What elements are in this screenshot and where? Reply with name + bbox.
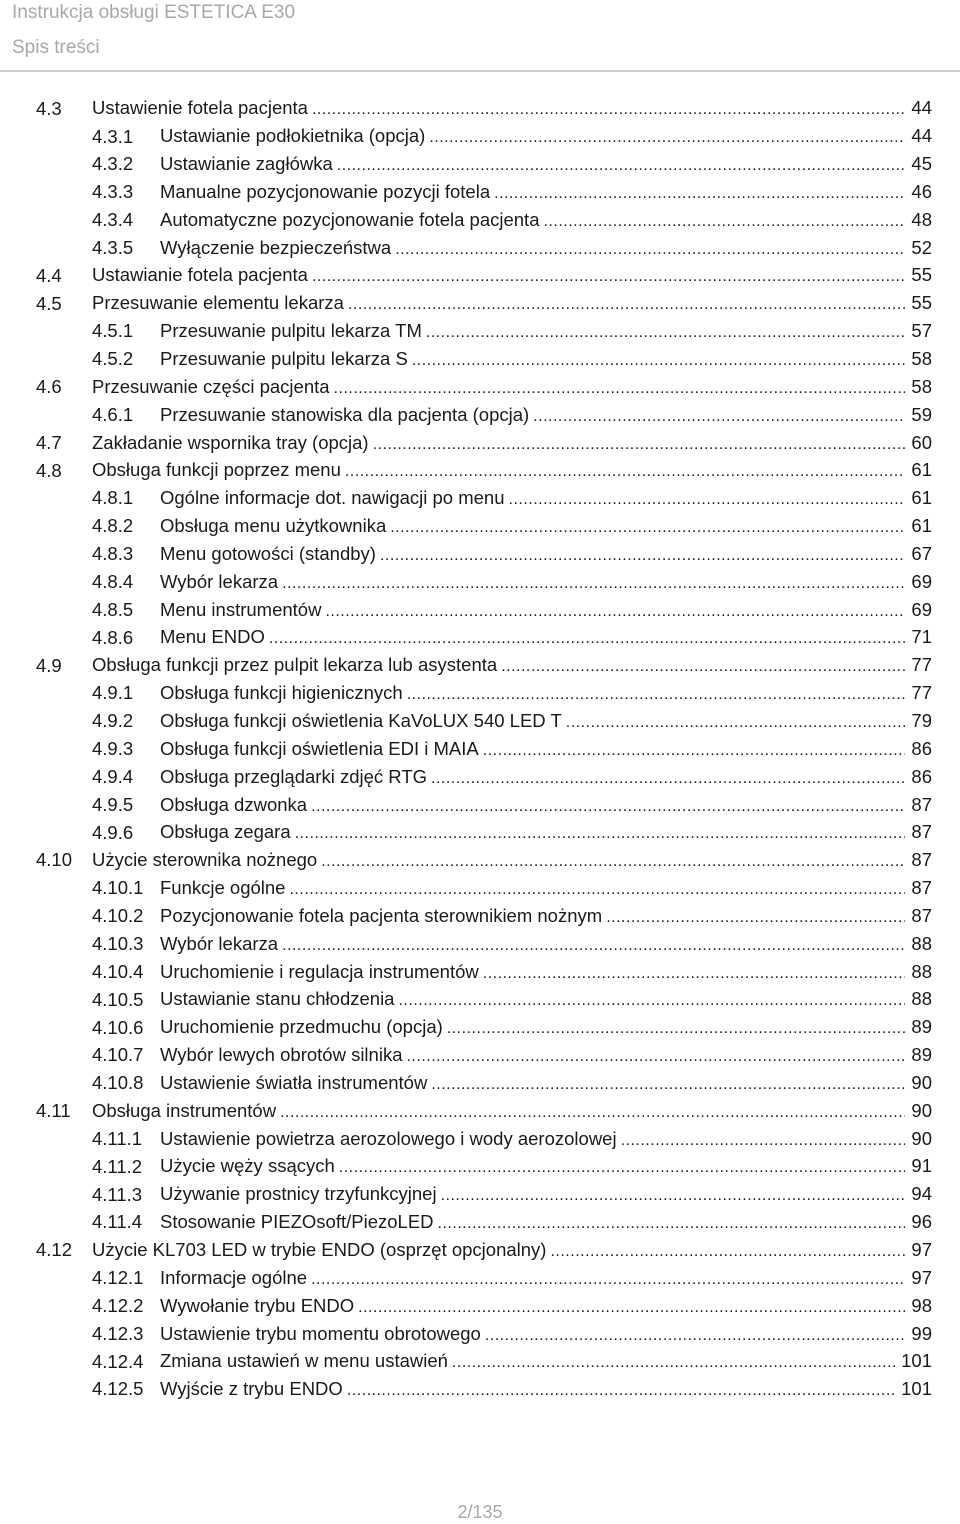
dot-leader — [485, 1328, 906, 1344]
toc-entry-number: 4.12.1 — [92, 1267, 144, 1289]
toc-entry-label: Użycie węży ssących — [160, 1155, 335, 1177]
toc-entry[interactable] — [0, 791, 960, 819]
toc-entry-line — [160, 1352, 932, 1371]
dot-leader — [390, 520, 905, 536]
toc-entry-label: Menu gotowości (standby) — [160, 542, 376, 564]
toc-entry[interactable] — [0, 596, 960, 624]
toc-entry-label: Ustawianie podłokietnika (opcja) — [160, 125, 426, 147]
toc-entry[interactable] — [0, 1042, 960, 1070]
toc-entry[interactable] — [0, 986, 960, 1014]
toc-entry-page: 90 — [911, 1071, 932, 1093]
dot-leader — [280, 1105, 905, 1121]
toc-entry[interactable] — [0, 513, 960, 541]
dot-leader — [438, 1216, 906, 1232]
toc-entry-page: 45 — [911, 153, 932, 175]
toc-entry[interactable] — [0, 958, 960, 986]
dot-leader — [452, 1355, 895, 1371]
dot-leader — [345, 464, 906, 480]
toc-entry-label: Obsługa funkcji higienicznych — [160, 682, 403, 704]
toc-entry-label: Przesuwanie elementu lekarza — [92, 292, 344, 314]
dot-leader — [501, 659, 905, 675]
toc-entry-line — [160, 322, 932, 341]
toc-entry-line — [160, 489, 932, 508]
toc-entry-number: 4.4 — [36, 264, 62, 286]
toc-entry-line — [160, 628, 932, 647]
toc-entry-number: 4.5.1 — [92, 320, 134, 342]
toc-entry[interactable] — [0, 262, 960, 290]
toc-entry[interactable] — [0, 290, 960, 318]
dot-leader — [406, 1049, 905, 1065]
toc-entry-line — [92, 294, 932, 313]
table-of-contents — [0, 95, 960, 1404]
toc-entry[interactable] — [0, 568, 960, 596]
toc-entry-label: Obsługa instrumentów — [92, 1099, 277, 1121]
toc-entry-line — [160, 684, 932, 703]
dot-leader — [348, 297, 905, 313]
toc-entry[interactable] — [0, 1237, 960, 1265]
toc-entry-line — [160, 1266, 932, 1288]
toc-entry-line — [160, 1185, 932, 1204]
toc-entry-label: Używanie prostnicy trzyfunkcyjnej — [160, 1183, 437, 1205]
toc-entry-label: Automatyczne pozycjonowanie fotela pacjenta — [160, 208, 540, 230]
dot-leader — [347, 1383, 895, 1399]
header-divider — [0, 70, 960, 72]
toc-entry-page: 91 — [911, 1155, 932, 1177]
toc-entry[interactable] — [0, 1376, 960, 1404]
toc-entry[interactable] — [0, 708, 960, 736]
toc-entry-number: 4.3 — [36, 97, 62, 119]
dot-leader — [312, 269, 905, 285]
toc-entry[interactable] — [0, 179, 960, 207]
toc-entry-page: 60 — [911, 431, 932, 453]
toc-entry-number: 4.6.1 — [92, 403, 134, 425]
dot-leader — [431, 771, 905, 787]
dot-leader — [269, 631, 906, 647]
toc-entry-label: Zmiana ustawień w menu ustawień — [160, 1350, 448, 1372]
toc-entry-label: Ustawianie fotela pacjenta — [92, 264, 308, 286]
toc-entry-number: 4.9 — [36, 654, 62, 676]
toc-entry-page: 77 — [911, 682, 932, 704]
dot-leader — [398, 993, 905, 1009]
toc-entry-number: 4.11.2 — [92, 1155, 143, 1177]
toc-entry[interactable] — [0, 902, 960, 930]
toc-entry[interactable] — [0, 1292, 960, 1320]
toc-entry-line — [92, 1241, 932, 1260]
toc-entry-line — [160, 990, 932, 1009]
toc-entry-label: Wyłączenie bezpieczeństwa — [160, 236, 392, 258]
toc-entry-number: 4.9.5 — [92, 793, 134, 815]
toc-entry-page: 61 — [911, 487, 932, 509]
toc-entry[interactable] — [0, 1264, 960, 1292]
toc-entry-number: 4.9.1 — [92, 682, 134, 704]
toc-entry-number: 4.3.4 — [92, 209, 134, 231]
toc-entry-number: 4.9.4 — [92, 765, 134, 787]
toc-entry-number: 4.9.2 — [92, 710, 134, 732]
dot-leader — [339, 1160, 906, 1176]
toc-entry-line — [160, 1127, 932, 1149]
toc-entry-line — [160, 127, 932, 146]
toc-entry-number: 4.3.3 — [92, 181, 134, 203]
toc-entry-page: 67 — [911, 542, 932, 564]
dot-leader — [431, 1077, 905, 1093]
toc-entry-label: Obsługa funkcji oświetlenia KaVoLUX 540 LED T — [160, 709, 562, 731]
toc-entry-page: 58 — [911, 375, 932, 397]
toc-entry-line — [92, 431, 932, 453]
toc-entry-page: 87 — [911, 877, 932, 899]
toc-entry-page: 58 — [911, 348, 932, 370]
toc-entry-label: Wywołanie trybu ENDO — [160, 1294, 355, 1316]
dot-leader — [358, 1300, 905, 1316]
toc-entry-line — [160, 1213, 932, 1232]
toc-entry-page: 44 — [911, 97, 932, 119]
dot-leader — [483, 743, 906, 759]
toc-entry-number: 4.10.1 — [92, 877, 144, 899]
toc-entry-number: 4.11 — [36, 1100, 71, 1122]
toc-entry-page: 69 — [911, 598, 932, 620]
toc-entry[interactable] — [0, 401, 960, 429]
toc-entry-line — [92, 266, 932, 285]
dot-leader — [334, 381, 906, 397]
toc-entry-page: 88 — [911, 988, 932, 1010]
toc-entry-page: 57 — [911, 320, 932, 342]
toc-entry[interactable] — [0, 1125, 960, 1153]
toc-entry[interactable] — [0, 819, 960, 847]
toc-entry[interactable] — [0, 1181, 960, 1209]
toc-entry[interactable] — [0, 346, 960, 374]
toc-entry-line — [92, 461, 932, 480]
toc-entry-page: 52 — [911, 236, 932, 258]
toc-entry-label: Informacje ogólne — [160, 1266, 308, 1288]
toc-entry-number: 4.8 — [36, 459, 62, 481]
toc-entry-line — [160, 598, 932, 620]
toc-entry-line — [160, 517, 932, 536]
toc-entry-number: 4.9.3 — [92, 738, 134, 760]
toc-entry-number: 4.12 — [36, 1239, 73, 1261]
toc-entry-label: Menu instrumentów — [160, 598, 322, 620]
toc-entry-label: Menu ENDO — [160, 626, 265, 648]
toc-entry-label: Ustawienie trybu momentu obrotowego — [160, 1322, 481, 1344]
toc-entry-label: Użycie KL703 LED w trybie ENDO (osprzęt opcjonalny) — [92, 1239, 547, 1261]
toc-entry-page: 61 — [911, 459, 932, 481]
toc-entry-label: Ustawienie powietrza aerozolowego i wody aerozolowej — [160, 1127, 617, 1149]
toc-entry-label: Funkcje ogólne — [160, 877, 286, 899]
dot-leader — [606, 910, 905, 926]
toc-entry-page: 87 — [911, 793, 932, 815]
toc-entry-page: 86 — [911, 765, 932, 787]
toc-entry-line — [160, 765, 932, 787]
toc-entry[interactable] — [0, 318, 960, 346]
toc-entry[interactable] — [0, 1097, 960, 1125]
toc-entry-number: 4.8.2 — [92, 515, 134, 537]
toc-entry-number: 4.7 — [36, 431, 62, 453]
toc-entry[interactable] — [0, 847, 960, 875]
toc-entry[interactable] — [0, 1348, 960, 1376]
toc-entry-page: 55 — [911, 264, 932, 286]
dot-leader — [447, 1021, 906, 1037]
toc-entry-page: 98 — [911, 1294, 932, 1316]
toc-entry-number: 4.11.3 — [92, 1183, 143, 1205]
toc-entry-label: Uruchomienie przedmuchu (opcja) — [160, 1016, 443, 1038]
toc-entry-page: 44 — [911, 125, 932, 147]
toc-entry-number: 4.10.3 — [92, 932, 144, 954]
toc-entry-page: 94 — [911, 1183, 932, 1205]
toc-entry[interactable] — [0, 429, 960, 457]
toc-entry-label: Przesuwanie części pacjenta — [92, 375, 330, 397]
toc-entry[interactable] — [0, 373, 960, 401]
toc-entry-page: 61 — [911, 515, 932, 537]
toc-entry[interactable] — [0, 930, 960, 958]
toc-entry-number: 4.8.3 — [92, 543, 134, 565]
toc-entry[interactable] — [0, 1320, 960, 1348]
toc-entry-page: 87 — [911, 904, 932, 926]
toc-entry-number: 4.8.5 — [92, 598, 134, 620]
toc-entry-page: 99 — [911, 1322, 932, 1344]
dot-leader — [380, 548, 905, 564]
toc-entry-label: Przesuwanie pulpitu lekarza TM — [160, 320, 422, 342]
toc-entry-line — [160, 1294, 932, 1316]
toc-entry-page: 101 — [901, 1378, 932, 1400]
toc-entry-label: Przesuwanie pulpitu lekarza S — [160, 348, 408, 370]
dot-leader — [373, 437, 906, 453]
toc-entry-label: Wybór lekarza — [160, 570, 279, 592]
toc-entry-number: 4.10.5 — [92, 988, 144, 1010]
toc-entry-line — [160, 904, 932, 926]
dot-leader — [494, 186, 905, 202]
toc-entry-label: Obsługa menu użytkownika — [160, 515, 387, 537]
toc-entry-line — [160, 570, 932, 592]
toc-entry-label: Pozycjonowanie fotela pacjenta sterownikiem nożnym — [160, 904, 603, 926]
toc-entry-line — [160, 403, 932, 425]
toc-entry-line — [160, 155, 932, 174]
toc-entry-number: 4.10.8 — [92, 1072, 144, 1094]
toc-entry-page: 59 — [911, 403, 932, 425]
toc-entry-label: Użycie sterownika nożnego — [92, 849, 318, 871]
toc-entry-number: 4.3.1 — [92, 125, 134, 147]
dot-leader — [337, 158, 906, 174]
dot-leader — [295, 826, 906, 842]
toc-entry-label: Stosowanie PIEZOsoft/PiezoLED — [160, 1211, 434, 1233]
toc-entry-label: Ustawianie zagłówka — [160, 153, 333, 175]
toc-entry-line — [160, 350, 932, 369]
toc-entry-line — [160, 737, 932, 759]
toc-entry[interactable] — [0, 652, 960, 680]
toc-entry-number: 4.10.2 — [92, 905, 144, 927]
toc-entry-page: 69 — [911, 570, 932, 592]
toc-entry-number: 4.10 — [36, 849, 73, 871]
toc-entry-line — [92, 1099, 932, 1121]
dot-leader — [544, 214, 906, 230]
toc-entry-number: 4.10.4 — [92, 960, 144, 982]
toc-entry-line — [160, 932, 932, 954]
toc-entry-line — [92, 656, 932, 675]
toc-entry-line — [160, 823, 932, 842]
toc-entry-page: 87 — [911, 821, 932, 843]
toc-entry[interactable] — [0, 1209, 960, 1237]
toc-entry[interactable] — [0, 234, 960, 262]
dot-leader — [412, 353, 906, 369]
toc-entry-label: Ogólne informacje dot. nawigacji po menu — [160, 487, 505, 509]
toc-entry-label: Obsługa przeglądarki zdjęć RTG — [160, 765, 428, 787]
toc-entry-page: 77 — [911, 654, 932, 676]
dot-leader — [429, 130, 905, 146]
toc-entry-page: 96 — [911, 1211, 932, 1233]
toc-entry-page: 90 — [911, 1099, 932, 1121]
toc-entry-number: 4.5 — [36, 292, 62, 314]
toc-entry-page: 86 — [911, 737, 932, 759]
toc-entry-line — [160, 180, 932, 202]
toc-entry-line — [160, 236, 932, 258]
toc-entry[interactable] — [0, 624, 960, 652]
toc-entry-line — [92, 375, 932, 397]
toc-entry-label: Obsługa funkcji przez pulpit lekarza lub asystenta — [92, 654, 498, 676]
dot-leader — [550, 1244, 905, 1260]
toc-entry-label: Manualne pozycjonowanie pozycji fotela — [160, 180, 491, 202]
toc-entry-page: 55 — [911, 292, 932, 314]
dot-leader — [312, 102, 905, 118]
toc-entry-number: 4.3.5 — [92, 236, 134, 258]
toc-entry[interactable] — [0, 95, 960, 123]
toc-entry-number: 4.8.4 — [92, 571, 134, 593]
toc-entry-page: 88 — [911, 960, 932, 982]
toc-entry-line — [160, 1018, 932, 1037]
toc-entry-page: 71 — [911, 626, 932, 648]
toc-entry-page: 48 — [911, 208, 932, 230]
toc-entry-label: Uruchomienie i regulacja instrumentów — [160, 960, 479, 982]
toc-entry-page: 46 — [911, 180, 932, 202]
toc-entry-line — [160, 879, 932, 898]
dot-leader — [621, 1133, 906, 1149]
toc-entry-page: 79 — [911, 709, 932, 731]
section-title: Spis treści — [12, 37, 100, 58]
toc-entry-line — [160, 1322, 932, 1344]
toc-entry-line — [92, 99, 932, 118]
toc-entry-label: Zakładanie wspornika tray (opcja) — [92, 431, 369, 453]
toc-entry-label: Przesuwanie stanowiska dla pacjenta (opcja) — [160, 403, 530, 425]
toc-entry-label: Wybór lekarza — [160, 932, 279, 954]
toc-entry[interactable] — [0, 457, 960, 485]
dot-leader — [509, 492, 906, 508]
toc-entry-page: 97 — [911, 1266, 932, 1288]
toc-entry-line — [92, 851, 932, 870]
toc-entry[interactable] — [0, 1070, 960, 1098]
toc-entry[interactable] — [0, 875, 960, 903]
toc-entry[interactable] — [0, 763, 960, 791]
toc-entry-line — [160, 208, 932, 230]
dot-leader — [566, 715, 906, 731]
dot-leader — [282, 938, 905, 954]
toc-entry-label: Obsługa dzwonka — [160, 793, 308, 815]
toc-entry-label: Obsługa funkcji poprzez menu — [92, 459, 341, 481]
toc-entry-page: 87 — [911, 849, 932, 871]
toc-entry-page: 97 — [911, 1239, 932, 1261]
toc-entry-page: 88 — [911, 932, 932, 954]
toc-entry-number: 4.8.6 — [92, 626, 134, 648]
toc-entry-line — [160, 542, 932, 564]
dot-leader — [282, 576, 905, 592]
dot-leader — [441, 1188, 906, 1204]
toc-entry[interactable] — [0, 206, 960, 234]
toc-entry-line — [160, 1380, 932, 1399]
toc-entry[interactable] — [0, 485, 960, 513]
dot-leader — [395, 242, 905, 258]
toc-entry-line — [160, 1157, 932, 1176]
dot-leader — [533, 409, 905, 425]
toc-entry-number: 4.12.2 — [92, 1294, 144, 1316]
toc-entry-number: 4.10.7 — [92, 1044, 144, 1066]
toc-entry-number: 4.8.1 — [92, 487, 134, 509]
toc-entry[interactable] — [0, 735, 960, 763]
toc-entry-number: 4.12.3 — [92, 1322, 144, 1344]
toc-entry-number: 4.3.2 — [92, 153, 134, 175]
toc-entry[interactable] — [0, 123, 960, 151]
dot-leader — [407, 687, 906, 703]
toc-entry-number: 4.10.6 — [92, 1016, 144, 1038]
toc-entry-number: 4.12.4 — [92, 1350, 144, 1372]
toc-entry-number: 4.12.5 — [92, 1378, 144, 1400]
toc-entry-page: 101 — [901, 1350, 932, 1372]
dot-leader — [325, 604, 905, 620]
toc-entry-line — [160, 960, 932, 982]
toc-entry-page: 89 — [911, 1016, 932, 1038]
toc-entry-line — [160, 1071, 932, 1093]
toc-entry-label: Ustawienie fotela pacjenta — [92, 97, 308, 119]
dot-leader — [311, 799, 905, 815]
dot-leader — [483, 966, 906, 982]
toc-entry-label: Ustawianie stanu chłodzenia — [160, 988, 395, 1010]
toc-entry-page: 90 — [911, 1127, 932, 1149]
toc-entry-line — [160, 1046, 932, 1065]
toc-entry-line — [160, 793, 932, 815]
toc-entry[interactable] — [0, 1014, 960, 1042]
dot-leader — [311, 1272, 905, 1288]
toc-entry-label: Wybór lewych obrotów silnika — [160, 1044, 403, 1066]
toc-entry-label: Obsługa zegara — [160, 821, 291, 843]
toc-entry-label: Obsługa funkcji oświetlenia EDI i MAIA — [160, 737, 479, 759]
toc-entry[interactable] — [0, 680, 960, 708]
toc-entry-number: 4.6 — [36, 376, 62, 398]
toc-entry-line — [160, 709, 932, 731]
toc-entry-number: 4.9.6 — [92, 821, 134, 843]
page-number: 2/135 — [457, 1502, 503, 1522]
toc-entry-label: Ustawienie światła instrumentów — [160, 1071, 428, 1093]
document-title: Instrukcja obsługi ESTETICA E30 — [12, 2, 296, 23]
toc-entry[interactable] — [0, 1153, 960, 1181]
toc-entry[interactable] — [0, 151, 960, 179]
toc-entry-number: 4.11.4 — [92, 1211, 143, 1233]
toc-entry-label: Wyjście z trybu ENDO — [160, 1378, 343, 1400]
toc-entry[interactable] — [0, 541, 960, 569]
toc-entry-number: 4.5.2 — [92, 348, 134, 370]
toc-entry-number: 4.11.1 — [92, 1127, 143, 1149]
dot-leader — [289, 882, 905, 898]
dot-leader — [426, 325, 906, 341]
toc-entry-page: 89 — [911, 1044, 932, 1066]
dot-leader — [321, 854, 905, 870]
